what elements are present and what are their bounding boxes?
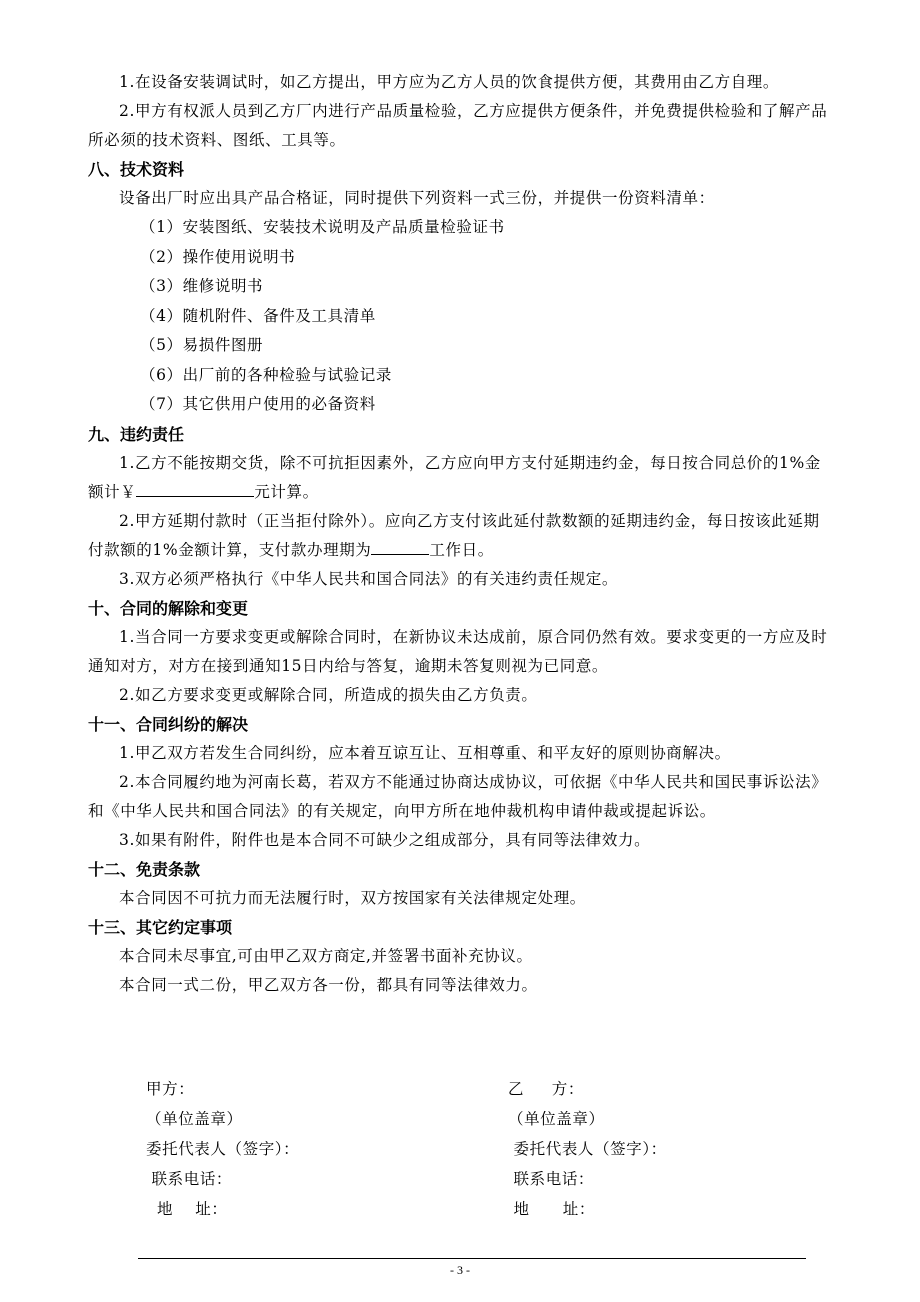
party-b-signature	[508, 1074, 667, 1224]
page-number: - 3 -	[450, 1263, 470, 1277]
party-a-phone: 联系电话：	[146, 1170, 233, 1188]
s8-item-1: （1）安装图纸、安装技术说明及产品质量检验证书	[140, 218, 505, 236]
s9-para-2-tail: 工作日。	[429, 540, 494, 559]
s7-para-1: 1.在设备安装调试时，如乙方提出，甲方应为乙方人员的饮食提供方便，其费用由乙方自理。	[119, 73, 779, 91]
party-b-address: 地 址：	[508, 1200, 595, 1218]
footer-divider	[138, 1258, 806, 1259]
s9-para-1-tail: 元计算。	[254, 482, 319, 501]
contract-body	[88, 68, 833, 1000]
party-b-phone: 联系电话：	[508, 1170, 595, 1188]
section-heading-13: 十三、其它约定事项	[88, 917, 233, 937]
s11-para-2: 2.本合同履约地为河南长葛，若双方不能通过协商达成协议，可依据《中华人民共和国民事诉讼法》和《中华人民共和国合同法》的有关规定，向甲方所在地仲裁机构申请仲裁或提起诉讼。	[88, 772, 828, 820]
s11-para-3: 3.如果有附件，附件也是本合同不可缺少之组成部分，具有同等法律效力。	[119, 830, 651, 849]
s13-para-1: 本合同未尽事宜,可由甲乙双方商定,并签署书面补充协议。	[119, 946, 533, 965]
party-b-name: 乙 方：	[508, 1080, 584, 1098]
party-a-seal: （单位盖章）	[146, 1110, 243, 1128]
s13-para-2: 本合同一式二份，甲乙双方各一份，都具有同等法律效力。	[119, 975, 538, 994]
s9-para-3: 3.双方必须严格执行《中华人民共和国合同法》的有关违约责任规定。	[119, 569, 618, 588]
s9-para-2	[88, 507, 833, 565]
party-a-representative: 委托代表人（签字）：	[146, 1140, 300, 1158]
penalty-amount-blank	[136, 480, 254, 497]
s12-para-1: 本合同因不可抗力而无法履行时，双方按国家有关法律规定处理。	[119, 888, 586, 907]
s8-item-3: （3）维修说明书	[140, 277, 264, 295]
section-heading-8: 八、技术资料	[88, 160, 185, 179]
section-heading-10: 十、合同的解除和变更	[88, 598, 249, 618]
payment-days-blank	[371, 538, 429, 555]
s9-para-2-text: 2.甲方延期付款时（正当拒付除外）。应向乙方支付该此延付款数额的延期违约金，每日按该此延期付款额的1%金额计算，支付款办理期为	[88, 511, 820, 559]
s10-para-1: 1.当合同一方要求变更或解除合同时，在新协议未达成前，原合同仍然有效。要求变更的一方应及时通知对方，对方在接到通知15日内给与答复，逾期未答复则视为已同意。	[88, 627, 828, 675]
section-heading-12: 十二、免责条款	[88, 859, 201, 879]
s8-item-2: （2）操作使用说明书	[140, 247, 296, 266]
s11-para-1: 1.甲乙双方若发生合同纠纷，应本着互谅互让、互相尊重、和平友好的原则协商解决。	[119, 743, 731, 762]
s7-para-2: 2.甲方有权派人员到乙方厂内进行产品质量检验，乙方应提供方便条件，并免费提供检验和了解产品所必须的技术资料、图纸、工具等。	[88, 102, 828, 149]
party-a-signature	[146, 1074, 299, 1224]
party-b-representative: 委托代表人（签字）：	[508, 1140, 667, 1158]
s8-item-6: （6）出厂前的各种检验与试验记录	[140, 365, 392, 384]
party-a-address: 地 址：	[146, 1200, 228, 1218]
s8-intro: 设备出厂时应出具产品合格证，同时提供下列资料一式三份，并提供一份资料清单：	[119, 189, 715, 207]
section-heading-9: 九、违约责任	[88, 424, 185, 444]
s9-para-1-text: 1.乙方不能按期交货，除不可抗拒因素外，乙方应向甲方支付延期违约金，每日按合同总价的1%金额计￥	[88, 453, 821, 501]
s8-item-7: （7）其它供用户使用的必备资料	[140, 395, 376, 413]
s9-para-1	[88, 449, 833, 507]
s8-item-4: （4）随机附件、备件及工具清单	[140, 306, 376, 325]
party-b-seal: （单位盖章）	[508, 1110, 605, 1128]
s8-item-5: （5）易损件图册	[140, 336, 264, 354]
section-heading-11: 十一、合同纠纷的解决	[88, 714, 249, 734]
party-a-name: 甲方：	[146, 1080, 195, 1098]
s10-para-2: 2.如乙方要求变更或解除合同，所造成的损失由乙方负责。	[119, 685, 538, 704]
